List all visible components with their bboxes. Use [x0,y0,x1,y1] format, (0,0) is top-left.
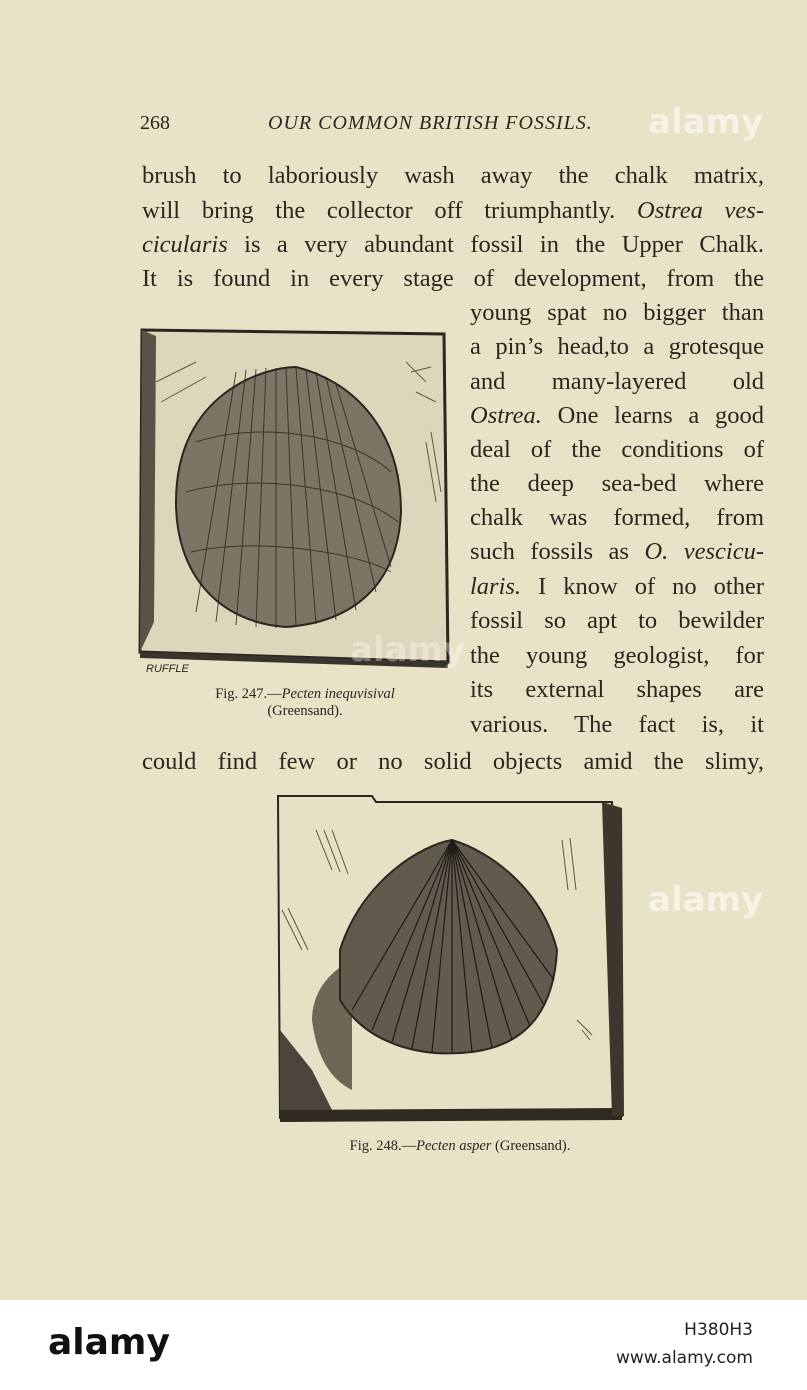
fig-248-caption [300,1138,620,1155]
col-line-3: and many-layered old [470,368,764,395]
running-title: OUR COMMON BRITISH FOSSILS. [268,112,593,134]
body-line-2-text: will bring the collector off triumphantly. [142,197,616,224]
shell-illustration-247 [140,330,448,668]
body-line-2 [142,195,764,227]
watermark-bar [0,1300,807,1390]
col-line-9 [470,571,764,603]
col-line-4-text: One learns a good [557,402,764,429]
watermark-site: www.alamy.com [615,1348,753,1368]
col-line-5: deal of the conditions of [470,436,764,463]
col-line-8-text: such fossils as [470,538,629,565]
col-line-4 [470,400,764,432]
col-line-8-italic: O. vescicu- [644,538,764,565]
fig-247-engraving [136,322,454,678]
engraver-signature: RUFFLE [146,663,189,675]
body-line-1: brush to laboriously wash away the chalk matrix, [142,162,764,189]
alamy-logo: alamy [48,1322,170,1363]
shell-illustration-248 [278,796,624,1122]
col-line-13: various. The fact is, it [470,711,764,738]
fig-247-prefix: Fig. 247.— [215,686,282,702]
body-line-last: could find few or no solid objects amid the slimy, [142,748,764,775]
col-line-7: chalk was formed, from [470,504,764,531]
col-line-10: fossil so apt to bewilder [470,607,764,634]
fig-247-caption [150,686,460,720]
fig-247-suffix: (Greensand). [267,703,343,719]
col-line-12: its external shapes are [470,676,764,703]
fig-248-name: Pecten asper [416,1138,492,1154]
page-number: 268 [140,112,170,134]
body-line-4: It is found in every stage of development, from the [142,265,764,292]
fig-248-prefix: Fig. 248.— [349,1138,417,1154]
body-line-2-italic: Ostrea ves- [637,197,764,224]
fig-247-name: Pecten inequvisival [281,686,395,702]
col-line-6: the deep sea-bed where [470,470,764,497]
body-line-3-text: is a very abundant fossil in the Upper Chalk. [244,231,764,258]
col-line-1: young spat no bigger than [470,299,764,326]
col-line-11: the young geologist, for [470,642,764,669]
col-line-9-text: I know of no other [538,573,764,600]
col-line-4-italic: Ostrea. [470,402,542,429]
col-line-2: a pin’s head,to a grotesque [470,333,764,360]
watermark-overlay-center: alamy [350,630,466,670]
col-line-8 [470,536,764,568]
watermark-overlay-mid: alamy [648,880,764,920]
body-line-3-italic: cicularis [142,231,228,258]
fig-248-engraving [272,790,632,1126]
image-id: H380H3 [684,1320,753,1340]
col-line-9-italic: laris. [470,573,522,600]
fig-248-suffix: (Greensand). [491,1138,571,1154]
body-line-3 [142,229,764,261]
watermark-overlay-top: alamy [648,102,764,142]
